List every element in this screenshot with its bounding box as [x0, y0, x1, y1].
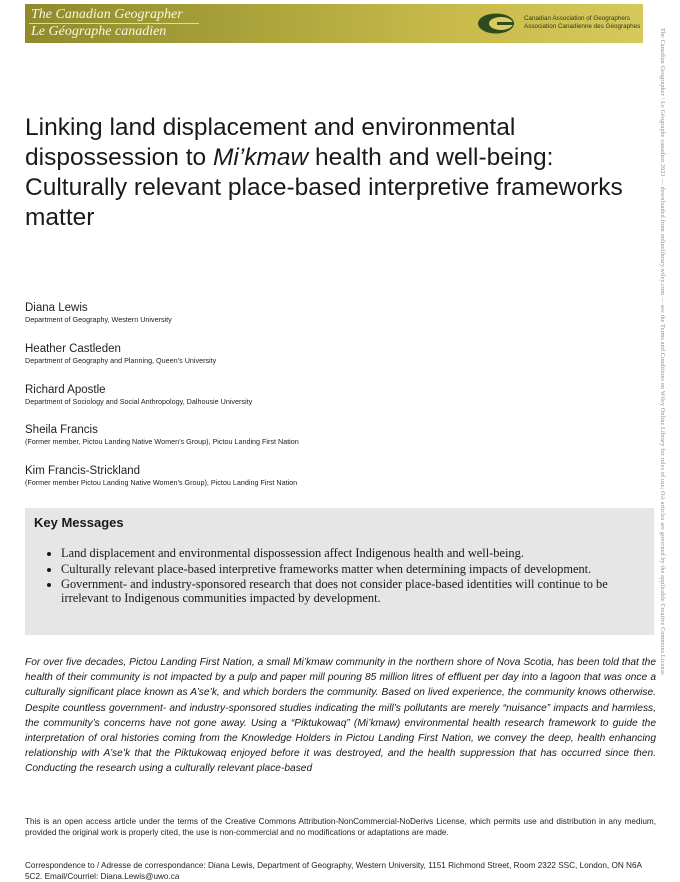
abstract-text: For over five decades, Pictou Landing First Nation, a small Mi’kmaw community in the northern shore of Nova Scotia, has been told that the health of their community is not impacted by a pulp and paper mill pouring 85 million litres of effluent per day into a lagoon that was once a culturally significant place known as A’se’k, and which borders the community. Based on lived experience, the community knows otherwise. Despite countless government- and industry-sponsored studies indicating the mill’s pollutants are merely “nuisance” impacts and harmless, the community’s concerns have not gone away. Using a “Piktukowaq” (Mi’kmaw) environmental health research framework to guide the interpretation of oral histories coming from the Knowledge Holders in Pictou Landing First Nation, we convey the deep, health enhancing relationship with A’se’k that the Piktukowaq enjoyed before it was destroyed, and the health suppression that has occurred since then. Conducting the research using a culturally relevant place-based — [25, 657, 656, 775]
key-message-item: • Land displacement and environmental dispossession affect Indigenous health and well-being. — [61, 547, 657, 561]
article-title — [25, 113, 635, 233]
author-entry — [25, 342, 625, 366]
author-affiliation: (Former member Pictou Landing Native Women’s Group), Pictou Landing First Nation — [25, 478, 298, 487]
author-name: Richard Apostle — [25, 384, 106, 396]
title-part-1: Linking land displacement and environmental dispossession to — [25, 114, 516, 171]
key-message-item: • Government- and industry-sponsored research that does not consider place-based identities will continue to be irrelevant to Indigenous communities impacted by development. — [61, 578, 657, 605]
author-affiliation: (Former member, Pictou Landing Native Women’s Group), Pictou Landing First Nation — [25, 437, 299, 446]
author-name: Sheila Francis — [25, 424, 98, 436]
key-messages-list — [47, 547, 657, 607]
association-name-french: Association Canadienne des Géographes — [524, 23, 641, 30]
author-entry — [25, 301, 625, 325]
title-italic-term: Mi’kmaw — [212, 144, 309, 171]
correspondence-note: Correspondence to / Adresse de correspondance: Diana Lewis, Department of Geography, Western University, 1151 Richmond Street, Room 2322 SSC, London, ON N6A 5C2. Email/Courriel: Diana.Lewis@uwo.ca — [25, 861, 642, 881]
key-messages-heading: Key Messages — [34, 515, 124, 530]
association-logo-icon — [477, 13, 515, 34]
author-entry — [25, 383, 625, 407]
key-message-item: • Culturally relevant place-based interpretive frameworks matter when determining impacts of development. — [61, 563, 657, 577]
journal-name-french: Le Géographe canadien — [31, 24, 167, 39]
author-affiliation: Department of Geography, Western University — [25, 315, 172, 324]
journal-name-english: The Canadian Geographer — [31, 7, 183, 22]
download-note-text: The Canadian Geographer / Le Géographe canadien 2021 — downloaded from onlinelibrary.wiley.com — see the Terms and Conditions on Wiley Online Library for rules of use; OA articles are governed by the applicable Creative Commons License — [659, 28, 665, 675]
author-affiliation: Department of Sociology and Social Anthropology, Dalhousie University — [25, 397, 253, 406]
key-messages-box — [25, 508, 654, 635]
author-name: Heather Castleden — [25, 343, 121, 355]
license-notice: This is an open access article under the terms of the Creative Commons Attribution-NonCommercial-NoDerivs License, which permits use and distribution in any medium, provided the original work is properly cited, the use is non-commercial and no modifications or adaptations are made. — [25, 817, 656, 837]
association-name — [524, 15, 640, 31]
author-affiliation: Department of Geography and Planning, Queen’s University — [25, 356, 217, 365]
author-entry — [25, 423, 625, 447]
journal-banner — [25, 4, 643, 43]
author-entry — [25, 464, 625, 488]
association-name-english: Canadian Association of Geographers — [524, 15, 631, 22]
author-name: Kim Francis-Strickland — [25, 465, 141, 477]
title-part-2: health and well-being: Culturally relevant place-based interpretive frameworks matter — [25, 144, 623, 231]
author-name: Diana Lewis — [25, 302, 88, 314]
